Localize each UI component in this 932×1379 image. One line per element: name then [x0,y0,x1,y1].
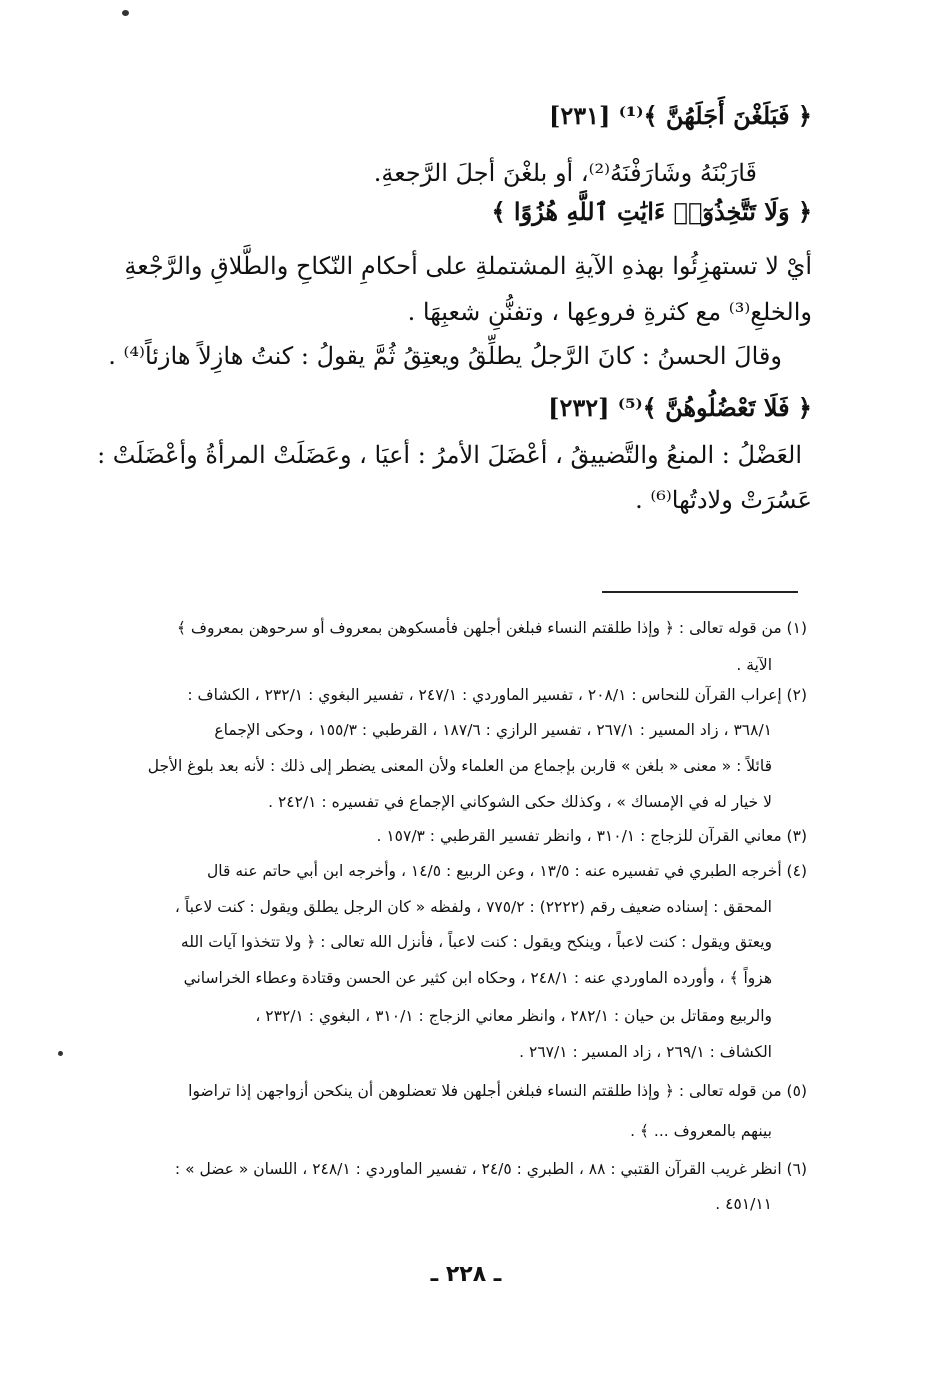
main-text-line-8: العَضْلُ : المنعُ والتَّضييقُ ، أعْضَلَ الأمرُ : أعيَا ، وعَضَلَتْ المرأةُ وأعْضَلَتْ : [97,441,802,469]
main-text-line-5: والخلعِ⁽³⁾ مع كثرةِ فروعِها ، وتفنُّنِ شعبِهَا . [407,298,812,326]
footnote-4-line-5: والربيع ومقاتل بن حيان : ٢٨٢/١ ، وانظر معاني الزجاج : ٣١٠/١ ، البغوي : ٢٣٢/١ ، [255,1007,772,1025]
footnote-4-line-3: ويعتق ويقول : كنت لاعباً ، وينكح ويقول : كنت لاعباً ، فأنزل الله تعالى : ﴿ ولا تتخذوا آيات الله [180,933,772,951]
footnote-4-line-1: (٤) أخرجه الطبري في تفسيره عنه : ١٣/٥ ، وعن الربيع : ١٤/٥ ، وأخرجه ابن أبي حاتم عنه قال [207,862,807,880]
footnote-2-line-4: لا خيار له في الإمساك » ، وكذلك حكى الشوكاني الإجماع في تفسيره : ٢٤٢/١ . [268,793,772,811]
scan-speck [58,1051,63,1056]
verse-line-3: ﴿ فَلَا تَعْضُلُوهُنَّ ﴾⁽⁵⁾ [٢٣٢] [548,393,812,422]
footnote-4-line-2: المحقق : إسناده ضعيف رقم (٢٢٢٢) : ٧٧٥/٢ ، ولفظه « كان الرجل يطلق ويقول : كنت لاعباً ، [174,898,772,916]
scan-speck [122,10,129,16]
footnote-2-line-3: قائلاً : « معنى « بلغن » قاربن بإجماع من العلماء ولأن المعنى يضطر إلى ذلك : لأنه بعد بلوغ الأجل [147,757,772,775]
main-text-line-9: عَسُرَتْ ولادتُها⁽⁶⁾ . [635,486,812,514]
footnote-1-line-1: (١) من قوله تعالى : ﴿ وإذا طلقتم النساء فبلغن أجلهن فأمسكوهن بمعروف أو سرحوهن بمعروف ﴾ [176,619,807,637]
footnote-6-line-2: ٤٥١/١١ . [715,1195,772,1213]
footnote-4-line-6: الكشاف : ٢٦٩/١ ، زاد المسير : ٢٦٧/١ . [519,1043,772,1061]
footnote-4-line-4: هزواً ﴾ ، وأورده الماوردي عنه : ٢٤٨/١ ، وحكاه ابن كثير عن الحسن وقتادة وعطاء الخراساني [183,969,772,987]
footnote-6-line-1: (٦) انظر غريب القرآن القتبي : ٨٨ ، الطبري : ٢٤/٥ ، تفسير الماوردي : ٢٤٨/١ ، اللسان « عضل » : [174,1160,807,1178]
main-text-line-6: وقالَ الحسنُ : كانَ الرَّجلُ يطلِّقُ ويعتِقُ ثُمَّ يقولُ : كنتُ هازِلاً هازئاً⁽⁴⁾ . [108,342,782,370]
footnote-2-line-2: ٣٦٨/١ ، زاد المسير : ٢٦٧/١ ، تفسير الرازي : ١٨٧/٦ ، القرطبي : ١٥٥/٣ ، وحكى الإجماع [214,721,772,739]
footnote-separator [602,591,798,593]
footnote-3: (٣) معاني القرآن للزجاج : ٣١٠/١ ، وانظر تفسير القرطبي : ١٥٧/٣ . [376,827,807,845]
verse-line-2: ﴿ وَلَا تَتَّخِذُوٓا۟ ءَايَٰتِ ٱللَّهِ هُزُوًا ﴾ [491,197,812,226]
verse-line-1: ﴿ فَبَلَغْنَ أَجَلَهُنَّ ﴾⁽¹⁾ [٢٣١] [548,101,812,130]
footnote-1-line-2: الآية . [736,656,772,674]
main-text-line-2: قَارَبْنَهُ وشَارَفْنَهُ⁽²⁾، أو بلغْنَ أجلَ الرَّجعةِ. [373,159,757,187]
page-number: ـ ٢٢٨ ـ [430,1262,502,1287]
footnote-2-line-1: (٢) إعراب القرآن للنحاس : ٢٠٨/١ ، تفسير الماوردي : ٢٤٧/١ ، تفسير البغوي : ٢٣٢/١ ، الكشاف : [187,686,807,704]
main-text-line-4: أيْ لا تستهزِئُوا بهذهِ الآيةِ المشتملةِ على أحكامِ النّكاحِ والطَّلاقِ والرَّجْعةِ [124,252,812,280]
footnote-5-line-1: (٥) من قوله تعالى : ﴿ وإذا طلقتم النساء فبلغن أجلهن فلا تعضلوهن أن ينكحن أزواجهن إذا تراضوا [188,1082,807,1100]
footnote-5-line-2: بينهم بالمعروف ... ﴾ . [630,1122,772,1140]
